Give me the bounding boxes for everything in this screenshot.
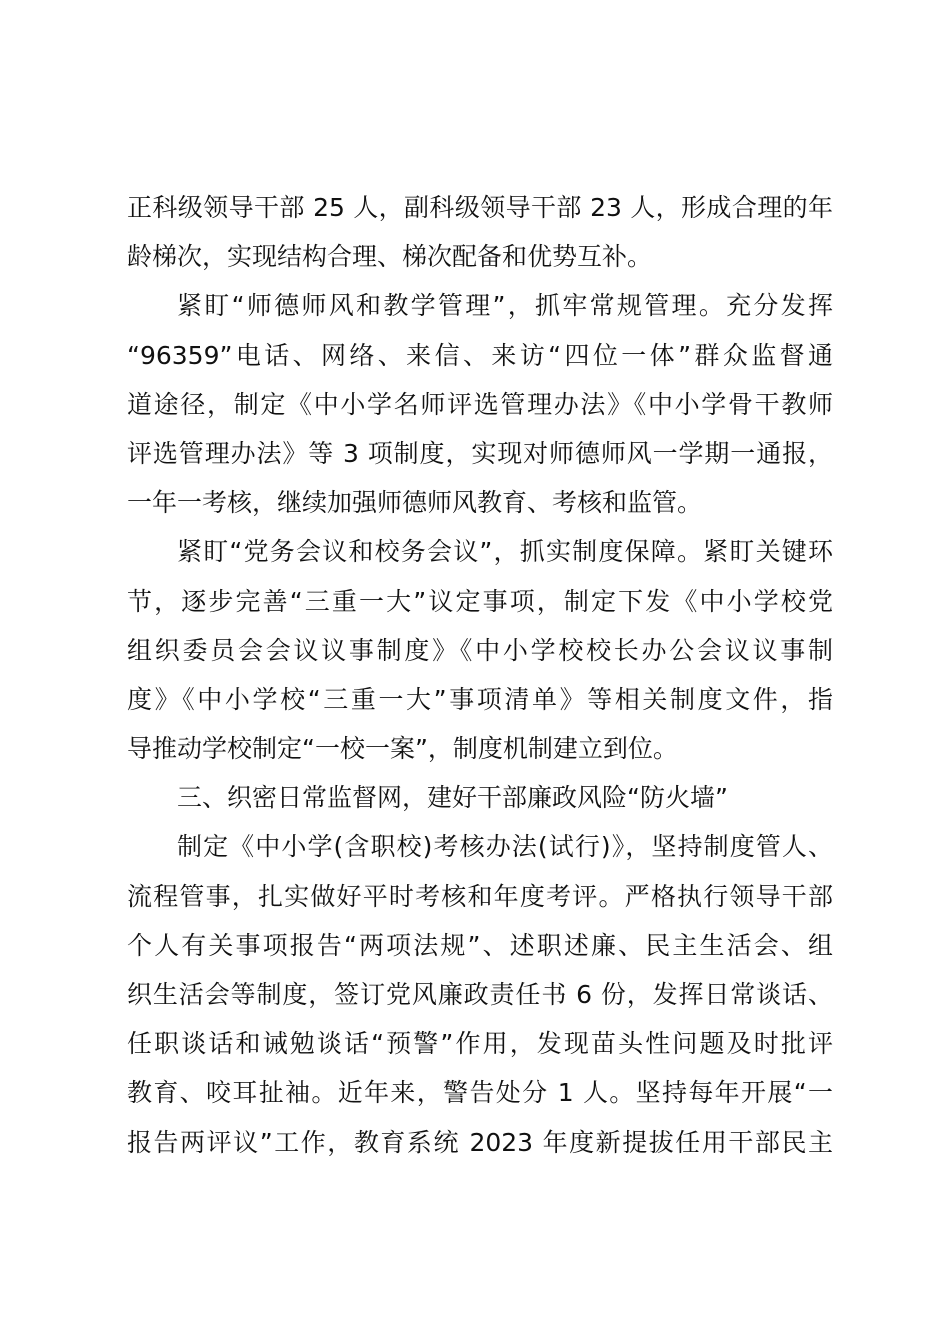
text-line: 正科级领导干部 25 人，副科级领导干部 23 人，形成合理的年 [127, 193, 833, 222]
text-line: 一年一考核，继续加强师德师风教育、考核和监管。 [127, 488, 703, 518]
document-body [127, 183, 833, 1167]
text-line: 评选管理办法》等 3 项制度，实现对师德师风一学期一通报， [127, 438, 833, 468]
text-line: 度》《中小学校“三重一大”事项清单》等相关制度文件，指 [127, 684, 833, 714]
text-line: 紧盯“党务会议和校务会议”，抓实制度保障。紧盯关键环 [177, 537, 833, 567]
text-line: 导推动学校制定“一校一案”，制度机制建立到位。 [127, 734, 678, 764]
text-line: 个人有关事项报告“两项法规”、述职述廉、民主生活会、组 [127, 930, 833, 960]
text-line: 三、织密日常监督网，建好干部廉政风险“防火墙” [177, 783, 728, 813]
text-line: 制定《中小学(含职校)考核办法(试行)》，坚持制度管人、 [177, 832, 833, 862]
text-line: 组织委员会会议议事制度》《中小学校校长办公会议议事制 [127, 635, 833, 665]
text-line: 任职谈话和诫勉谈话“预警”作用，发现苗头性问题及时批评 [127, 1029, 833, 1059]
text-line: 龄梯次，实现结构合理、梯次配备和优势互补。 [127, 242, 653, 272]
text-line: 织生活会等制度，签订党风廉政责任书 6 份，发挥日常谈话、 [127, 980, 833, 1009]
text-line: “96359”电话、网络、来信、来访“四位一体”群众监督通 [127, 340, 833, 370]
text-line: 流程管事，扎实做好平时考核和年度考评。严格执行领导干部 [127, 881, 833, 911]
text-line: 教育、咬耳扯袖。近年来，警告处分 1 人。坚持每年开展“一 [127, 1078, 833, 1108]
text-line: 节，逐步完善“三重一大”议定事项，制定下发《中小学校党 [127, 586, 833, 616]
text-line: 紧盯“师德师风和教学管理”，抓牢常规管理。充分发挥 [177, 291, 833, 321]
text-line: 道途径，制定《中小学名师评选管理办法》《中小学骨干教师 [127, 389, 833, 419]
text-line: 报告两评议”工作，教育系统 2023 年度新提拔任用干部民主 [127, 1127, 833, 1157]
